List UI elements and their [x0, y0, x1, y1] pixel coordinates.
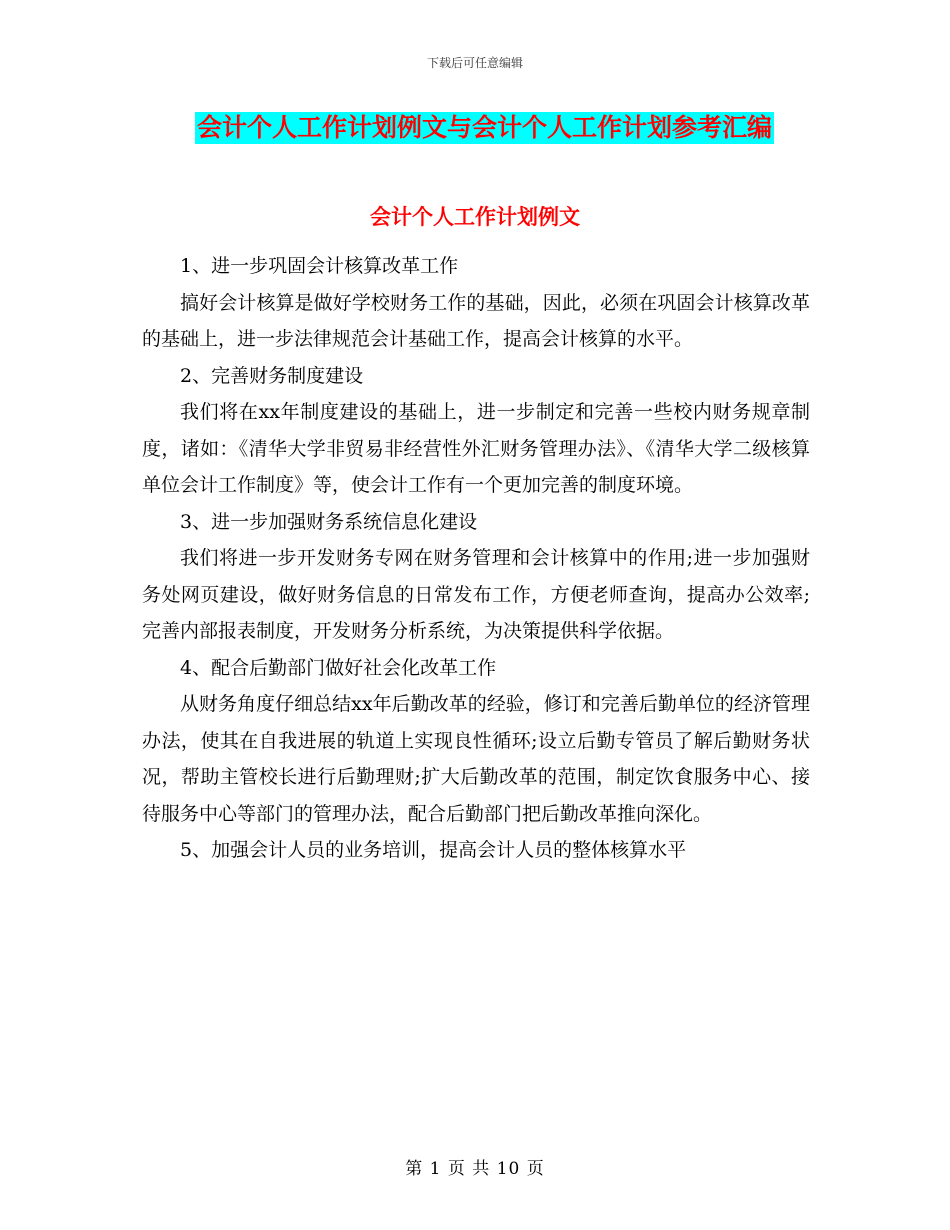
- paragraph-body-1: 搞好会计核算是做好学校财务工作的基础，因此，必须在巩固会计核算改革的基础上，进一步法律规范会计基础工作，提高会计核算的水平。: [142, 291, 810, 350]
- section-title: 会计个人工作计划例文: [370, 205, 580, 229]
- paragraph-heading-4: 4、配合后勤部门做好社会化改革工作: [180, 656, 497, 679]
- paragraph-body-3: 我们将进一步开发财务专网在财务管理和会计核算中的作用;进一步加强财务处网页建设，做好财务信息的日常发布工作，方便老师查询，提高办公效率;完善内部报表制度，开发财务分析系统，为决策提供科学依据。: [142, 547, 810, 642]
- paragraph-body-4: 从财务角度仔细总结xx年后勤改革的经验，修订和完善后勤单位的经济管理办法，使其在自我进展的轨道上实现良性循环;设立后勤专管员了解后勤财务状况，帮助主管校长进行后勤理财;扩大后勤改革的范围，制定饮食服务中心、接待服务中心等部门的管理办法，配合后勤部门把后勤改革推向深化。: [142, 693, 810, 825]
- paragraph-body-2: 我们将在xx年制度建设的基础上，进一步制定和完善一些校内财务规章制度，诸如：《清华大学非贸易非经营性外汇财务管理办法》、《清华大学二级核算单位会计工作制度》等，使会计工作有一个更加完善的制度环境。: [142, 401, 810, 496]
- paragraph-heading-3: 3、进一步加强财务系统信息化建设: [180, 510, 478, 533]
- paragraph-heading-1: 1、进一步巩固会计核算改革工作: [180, 255, 459, 277]
- header-note: 下载后可任意编辑: [426, 56, 523, 70]
- paragraph-heading-5: 5、加强会计人员的业务培训，提高会计人员的整体核算水平: [180, 839, 687, 861]
- page-number-footer: 第 1 页 共 10 页: [405, 1159, 545, 1179]
- paragraph-heading-2: 2、完善财务制度建设: [180, 364, 364, 387]
- document-body: [142, 248, 810, 869]
- document-title: 会计个人工作计划例文与会计个人工作计划参考汇编: [197, 113, 773, 142]
